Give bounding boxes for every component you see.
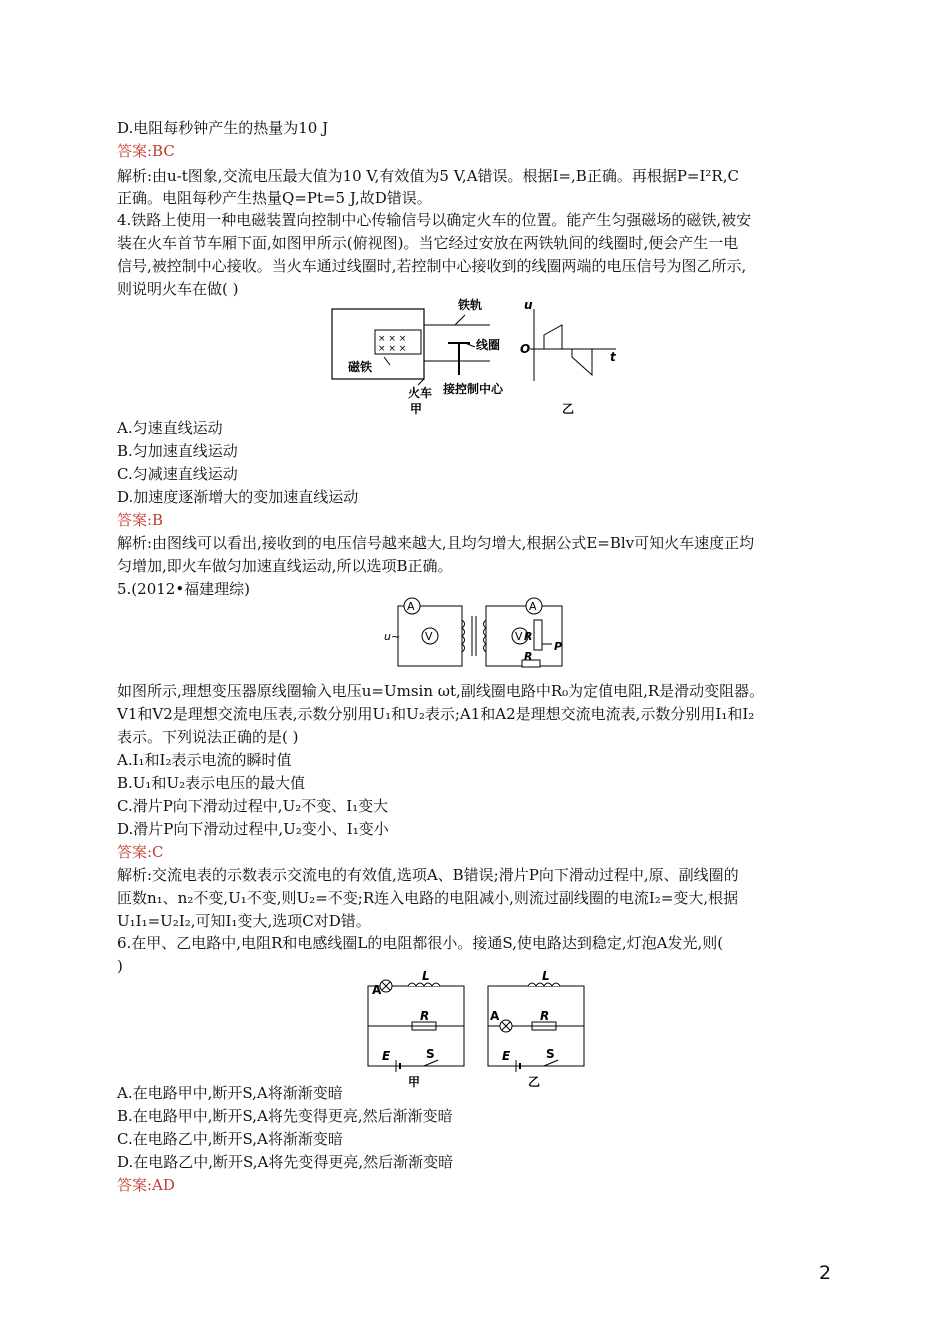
- answer-q3: 答案:BC: [117, 142, 175, 160]
- label-p: P: [554, 640, 563, 653]
- label-yi-2: 乙: [528, 1075, 541, 1088]
- meter-a1: A: [407, 600, 415, 613]
- label-magnet: 磁铁: [348, 360, 373, 374]
- label-r-yi: R: [540, 1009, 550, 1023]
- option-c-q6: C.在电路乙中,断开S,A将渐渐变暗: [117, 1130, 343, 1148]
- question-4-line4: 则说明火车在做( ): [117, 280, 239, 298]
- meter-v2: V: [515, 630, 523, 643]
- option-b-q5: B.U₁和U₂表示电压的最大值: [117, 774, 306, 792]
- label-l-yi: L: [542, 969, 550, 983]
- label-a-yi: A: [490, 1009, 500, 1023]
- label-yi-1: 乙: [562, 402, 575, 416]
- option-a-q4: A.匀速直线运动: [117, 419, 223, 437]
- label-u-source: u~: [384, 630, 401, 643]
- magnet-crosses-row1: × × ×: [378, 334, 407, 344]
- option-b-q6: B.在电路甲中,断开S,A将先变得更亮,然后渐渐变暗: [117, 1107, 453, 1125]
- question-4-line3: 信号,被控制中心接收。当火车通过线圈时,若控制中心接收到的线圈两端的电压信号为图乙所示,: [117, 257, 747, 275]
- magnet-crosses-row2: × × ×: [378, 344, 407, 354]
- option-d-q6: D.在电路乙中,断开S,A将先变得更亮,然后渐渐变暗: [117, 1153, 454, 1171]
- page-number: 2: [819, 1262, 832, 1284]
- question-5-line1: 如图所示,理想变压器原线圈输入电压u=Umsin ωt,副线圈电路中R₀为定值电阻,R是滑动变阻器。: [117, 682, 765, 700]
- label-jia-2: 甲: [408, 1075, 421, 1088]
- analysis-q5-line3: U₁I₁=U₂I₂,可知I₁变大,选项C对D错。: [117, 912, 371, 930]
- analysis-q3-line2: 正确。电阻每秒产生热量Q=Pt=5 J,故D错误。: [117, 189, 432, 207]
- label-control-center: 接控制中心: [443, 382, 504, 396]
- analysis-q3-line1: 解析:由u-t图象,交流电压最大值为10 V,有效值为5 V,A错误。根据I=,B正确。再根据P=I²R,C: [117, 167, 739, 185]
- label-a-jia: A: [372, 983, 382, 997]
- option-b-q4: B.匀加速直线运动: [117, 442, 238, 460]
- label-e-yi: E: [502, 1049, 511, 1063]
- question-5-source: 5.(2012•福建理综): [117, 580, 251, 598]
- label-t-axis: t: [610, 350, 616, 364]
- figure-circuits-jia-yi: [360, 968, 600, 1092]
- label-train: 火车: [408, 386, 433, 400]
- answer-q6: 答案:AD: [117, 1176, 175, 1194]
- analysis-q4-line1: 解析:由图线可以看出,接收到的电压信号越来越大,且均匀增大,根据公式E=Blv可知火车速度正均: [117, 534, 755, 552]
- option-a-q6: A.在电路甲中,断开S,A将渐渐变暗: [117, 1084, 343, 1102]
- label-l-jia: L: [422, 969, 430, 983]
- label-r-jia: R: [420, 1009, 430, 1023]
- label-rail: 铁轨: [458, 298, 483, 312]
- label-e-jia: E: [382, 1049, 391, 1063]
- label-u-axis: u: [524, 298, 533, 312]
- label-s-jia: S: [426, 1047, 435, 1061]
- option-d-q3: D.电阻每秒钟产生的热量为10 J: [117, 119, 329, 137]
- option-d-q4: D.加速度逐渐增大的变加速直线运动: [117, 488, 359, 506]
- question-6-line1: 6.在甲、乙电路中,电阻R和电感线圈L的电阻都很小。接通S,使电路达到稳定,灯泡A发光,则(: [117, 934, 724, 952]
- figure-transformer-circuit: [382, 594, 582, 678]
- answer-q5: 答案:C: [117, 843, 164, 861]
- option-a-q5: A.I₁和I₂表示电流的瞬时值: [117, 751, 292, 769]
- meter-a2: A: [529, 600, 537, 613]
- question-5-line3: 表示。下列说法正确的是( ): [117, 728, 299, 746]
- meter-v1: V: [425, 630, 433, 643]
- label-coil: 线圈: [476, 338, 501, 352]
- label-r0: R: [524, 650, 533, 663]
- question-6-line2: ): [117, 957, 123, 975]
- figure-train-magnet-coil: [330, 295, 630, 421]
- option-c-q4: C.匀减速直线运动: [117, 465, 238, 483]
- option-c-q5: C.滑片P向下滑动过程中,U₂不变、I₁变大: [117, 797, 389, 815]
- analysis-q5-line2: 匝数n₁、n₂不变,U₁不变,则U₂=不变;R连入电路的电阻减小,则流过副线圈的电流I₂=变大,根据: [117, 889, 739, 907]
- question-4-line1: 4.铁路上使用一种电磁装置向控制中心传输信号以确定火车的位置。能产生匀强磁场的磁铁,被安: [117, 211, 752, 229]
- question-5-line2: V1和V2是理想交流电压表,示数分别用U₁和U₂表示;A1和A2是理想交流电流表,示数分别用I₁和I₂: [117, 705, 755, 723]
- analysis-q5-line1: 解析:交流电表的示数表示交流电的有效值,选项A、B错误;滑片P向下滑动过程中,原、副线圈的: [117, 866, 739, 884]
- label-s-yi: S: [546, 1047, 555, 1061]
- analysis-q4-line2: 匀增加,即火车做匀加速直线运动,所以选项B正确。: [117, 557, 453, 575]
- question-4-line2: 装在火车首节车厢下面,如图甲所示(俯视图)。当它经过安放在两铁轨间的线圈时,便会产生一电: [117, 234, 739, 252]
- answer-q4: 答案:B: [117, 511, 164, 529]
- label-origin: O: [520, 342, 531, 356]
- label-r: R: [524, 630, 533, 643]
- option-d-q5: D.滑片P向下滑动过程中,U₂变小、I₁变小: [117, 820, 389, 838]
- label-jia-1: 甲: [410, 402, 423, 416]
